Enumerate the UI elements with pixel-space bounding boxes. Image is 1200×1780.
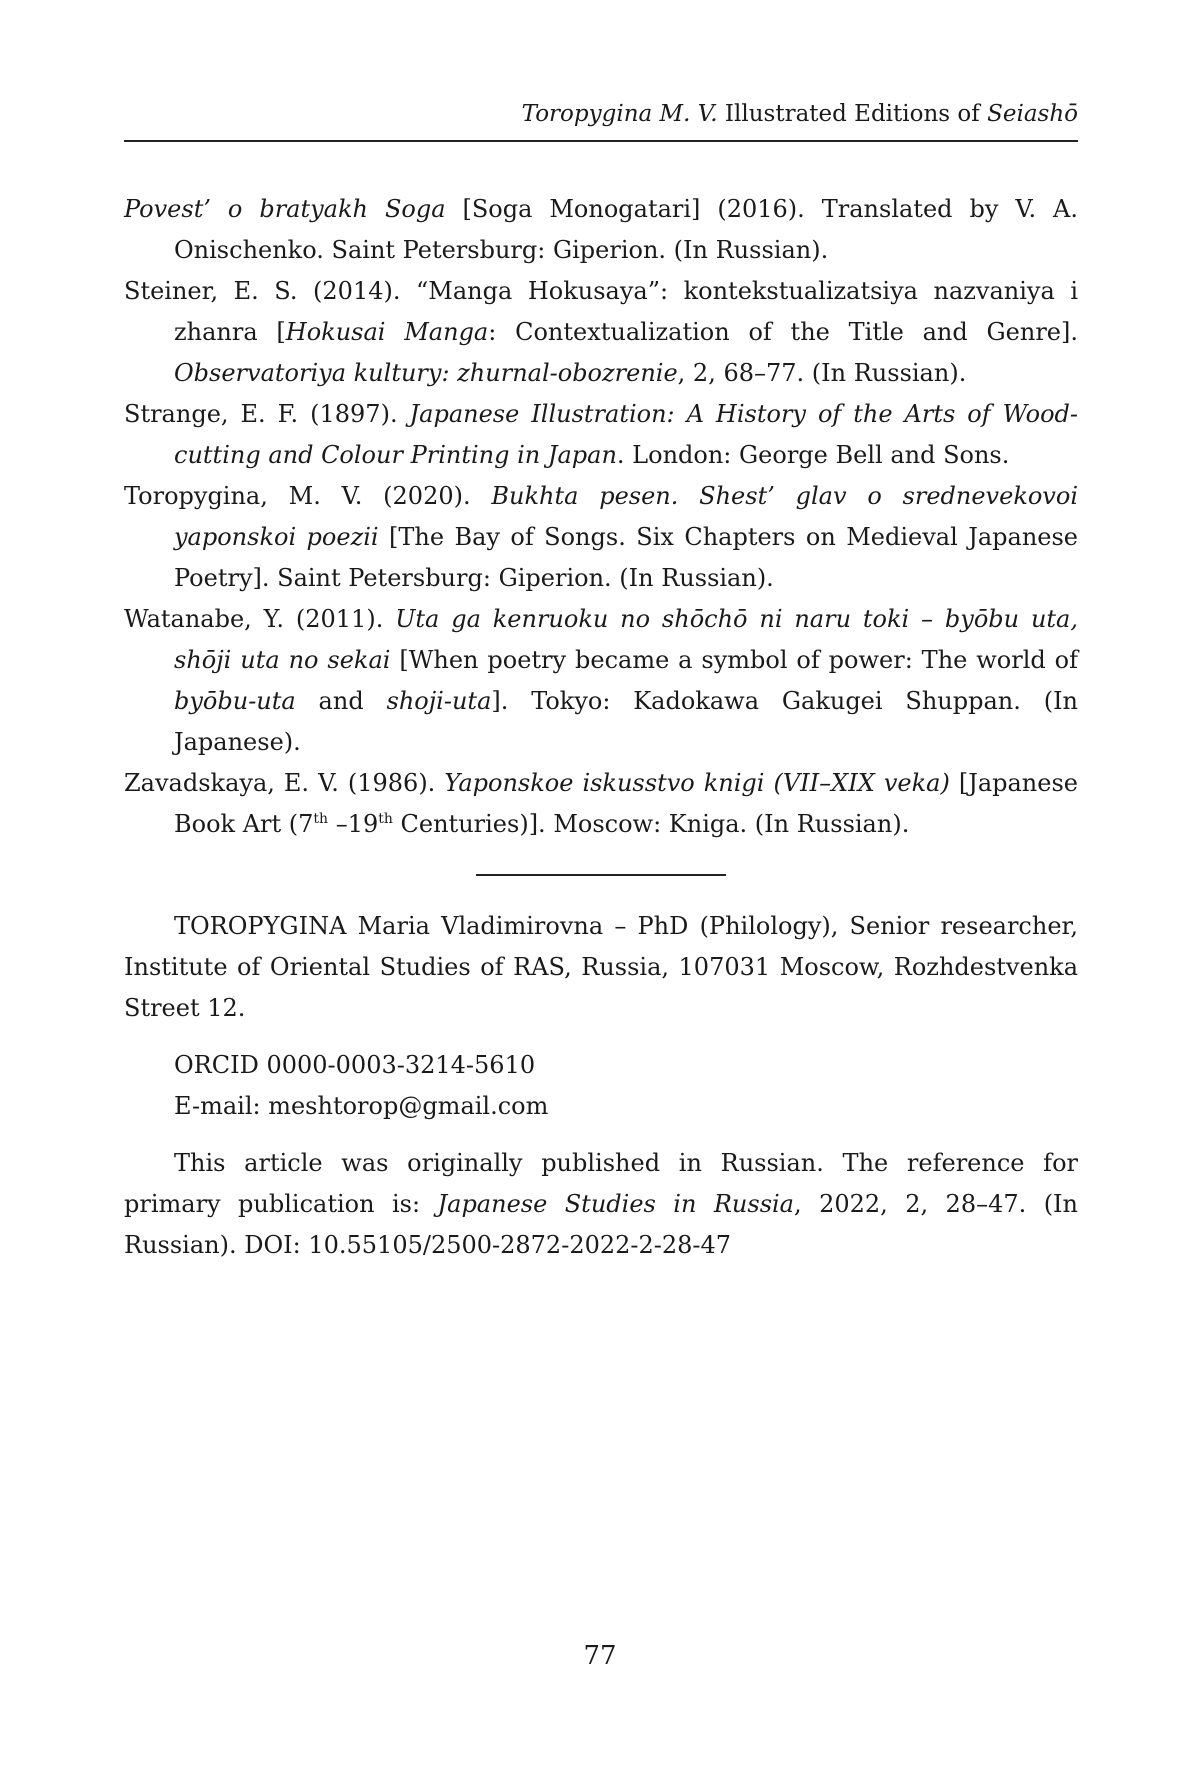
superscript: th — [378, 811, 393, 827]
reference-item — [124, 271, 1078, 394]
reference-text: Strange, E. F. (1897). — [124, 400, 410, 428]
section-divider — [476, 874, 726, 876]
reference-title: Uta ga kenruoku no shōchō ni naru toki – byōbu uta, shōji uta no sekai — [174, 605, 1078, 674]
reference-list — [124, 189, 1078, 845]
header-title: Illustrated Editions of — [724, 101, 980, 127]
reference-journal: Observatoriya kultury: zhurnal-obozrenie — [174, 359, 678, 387]
reference-text: [When poetry became a symbol of power: The world of — [390, 646, 1079, 674]
reference-text: Toropygina, M. V. (2020). — [124, 482, 492, 510]
reference-text: [The Bay of Songs. Six Chapters on Medieval Japanese Poetry]. Saint Petersburg: Giperion. (In Russian). — [174, 523, 1079, 592]
email: E-mail: meshtorop@gmail.com — [174, 1092, 549, 1120]
reference-title: Yaponskoe iskusstvo knigi (VII–XIX veka) — [444, 769, 950, 797]
reference-text: , 2, 68–77. (In Russian). — [677, 359, 967, 387]
reference-title: Povest’ o bratyakh Soga — [124, 195, 446, 223]
superscript: th — [313, 811, 329, 827]
author-bio — [124, 906, 1078, 1266]
reference-term: shoji-uta — [386, 687, 492, 715]
reference-text: [Soga Monogatari] (2016). Translated by V. A. Onischenko. Saint Petersburg: Giperion. (In Russian). — [174, 195, 1079, 264]
running-header — [124, 96, 1078, 142]
header-author: Toropygina M. V. — [521, 101, 718, 127]
reference-text: : Contextualization of the Title and Genre]. — [488, 318, 1078, 346]
reference-item — [124, 599, 1078, 763]
reference-text: Centuries)]. Moscow: Kniga. (In Russian). — [392, 810, 910, 838]
reference-text: –19 — [328, 810, 379, 838]
reference-text: Watanabe, Y. (2011). — [124, 605, 396, 633]
reference-text: and — [295, 687, 387, 715]
header-title-italic: Seiashō — [987, 101, 1078, 127]
reference-item — [124, 394, 1078, 476]
reference-item — [124, 763, 1078, 845]
reference-title: Japanese Illustration: A History of the Arts of Wood-cutting and Colour Printing in Japan — [174, 400, 1078, 469]
publication-text: , 2022, 2, 28–47. (In Russian). DOI: 10.55105/2500-2872-2022-2-28-47 — [124, 1190, 1078, 1259]
orcid: ORCID 0000-0003-3214-5610 — [174, 1051, 536, 1079]
reference-text: . London: George Bell and Sons. — [616, 441, 1010, 469]
reference-title: Hokusai Manga — [285, 318, 489, 346]
reference-term: byōbu-uta — [174, 687, 296, 715]
reference-text: ]. Tokyo: Kadokawa Gakugei Shuppan. (In Japanese). — [174, 687, 1079, 756]
page-number: 77 — [583, 1641, 617, 1671]
reference-text: Steiner, E. S. (2014). “Manga Hokusaya”: kontekstualizatsiya nazvaniya i zhanra [ — [124, 277, 1078, 346]
publication-note — [124, 1143, 1078, 1266]
publication-journal: Japanese Studies in Russia — [437, 1190, 794, 1218]
reference-item — [124, 189, 1078, 271]
author-info: TOROPYGINA Maria Vladimirovna – PhD (Philology), Senior researcher, Institute of Oriental Studies of RAS, Russia, 107031 Moscow, Rozhdestvenka Street 12. — [124, 912, 1078, 1022]
reference-text: Zavadskaya, E. V. (1986). — [124, 769, 445, 797]
publication-text: This article was originally published in Russian. The reference for primary publication is: — [124, 1149, 1078, 1218]
reference-text: [Japanese Book Art (7 — [174, 769, 1078, 838]
reference-item — [124, 476, 1078, 599]
reference-title: Bukhta pesen. Shest’ glav o srednevekovoi yaponskoi poezii — [174, 482, 1078, 551]
